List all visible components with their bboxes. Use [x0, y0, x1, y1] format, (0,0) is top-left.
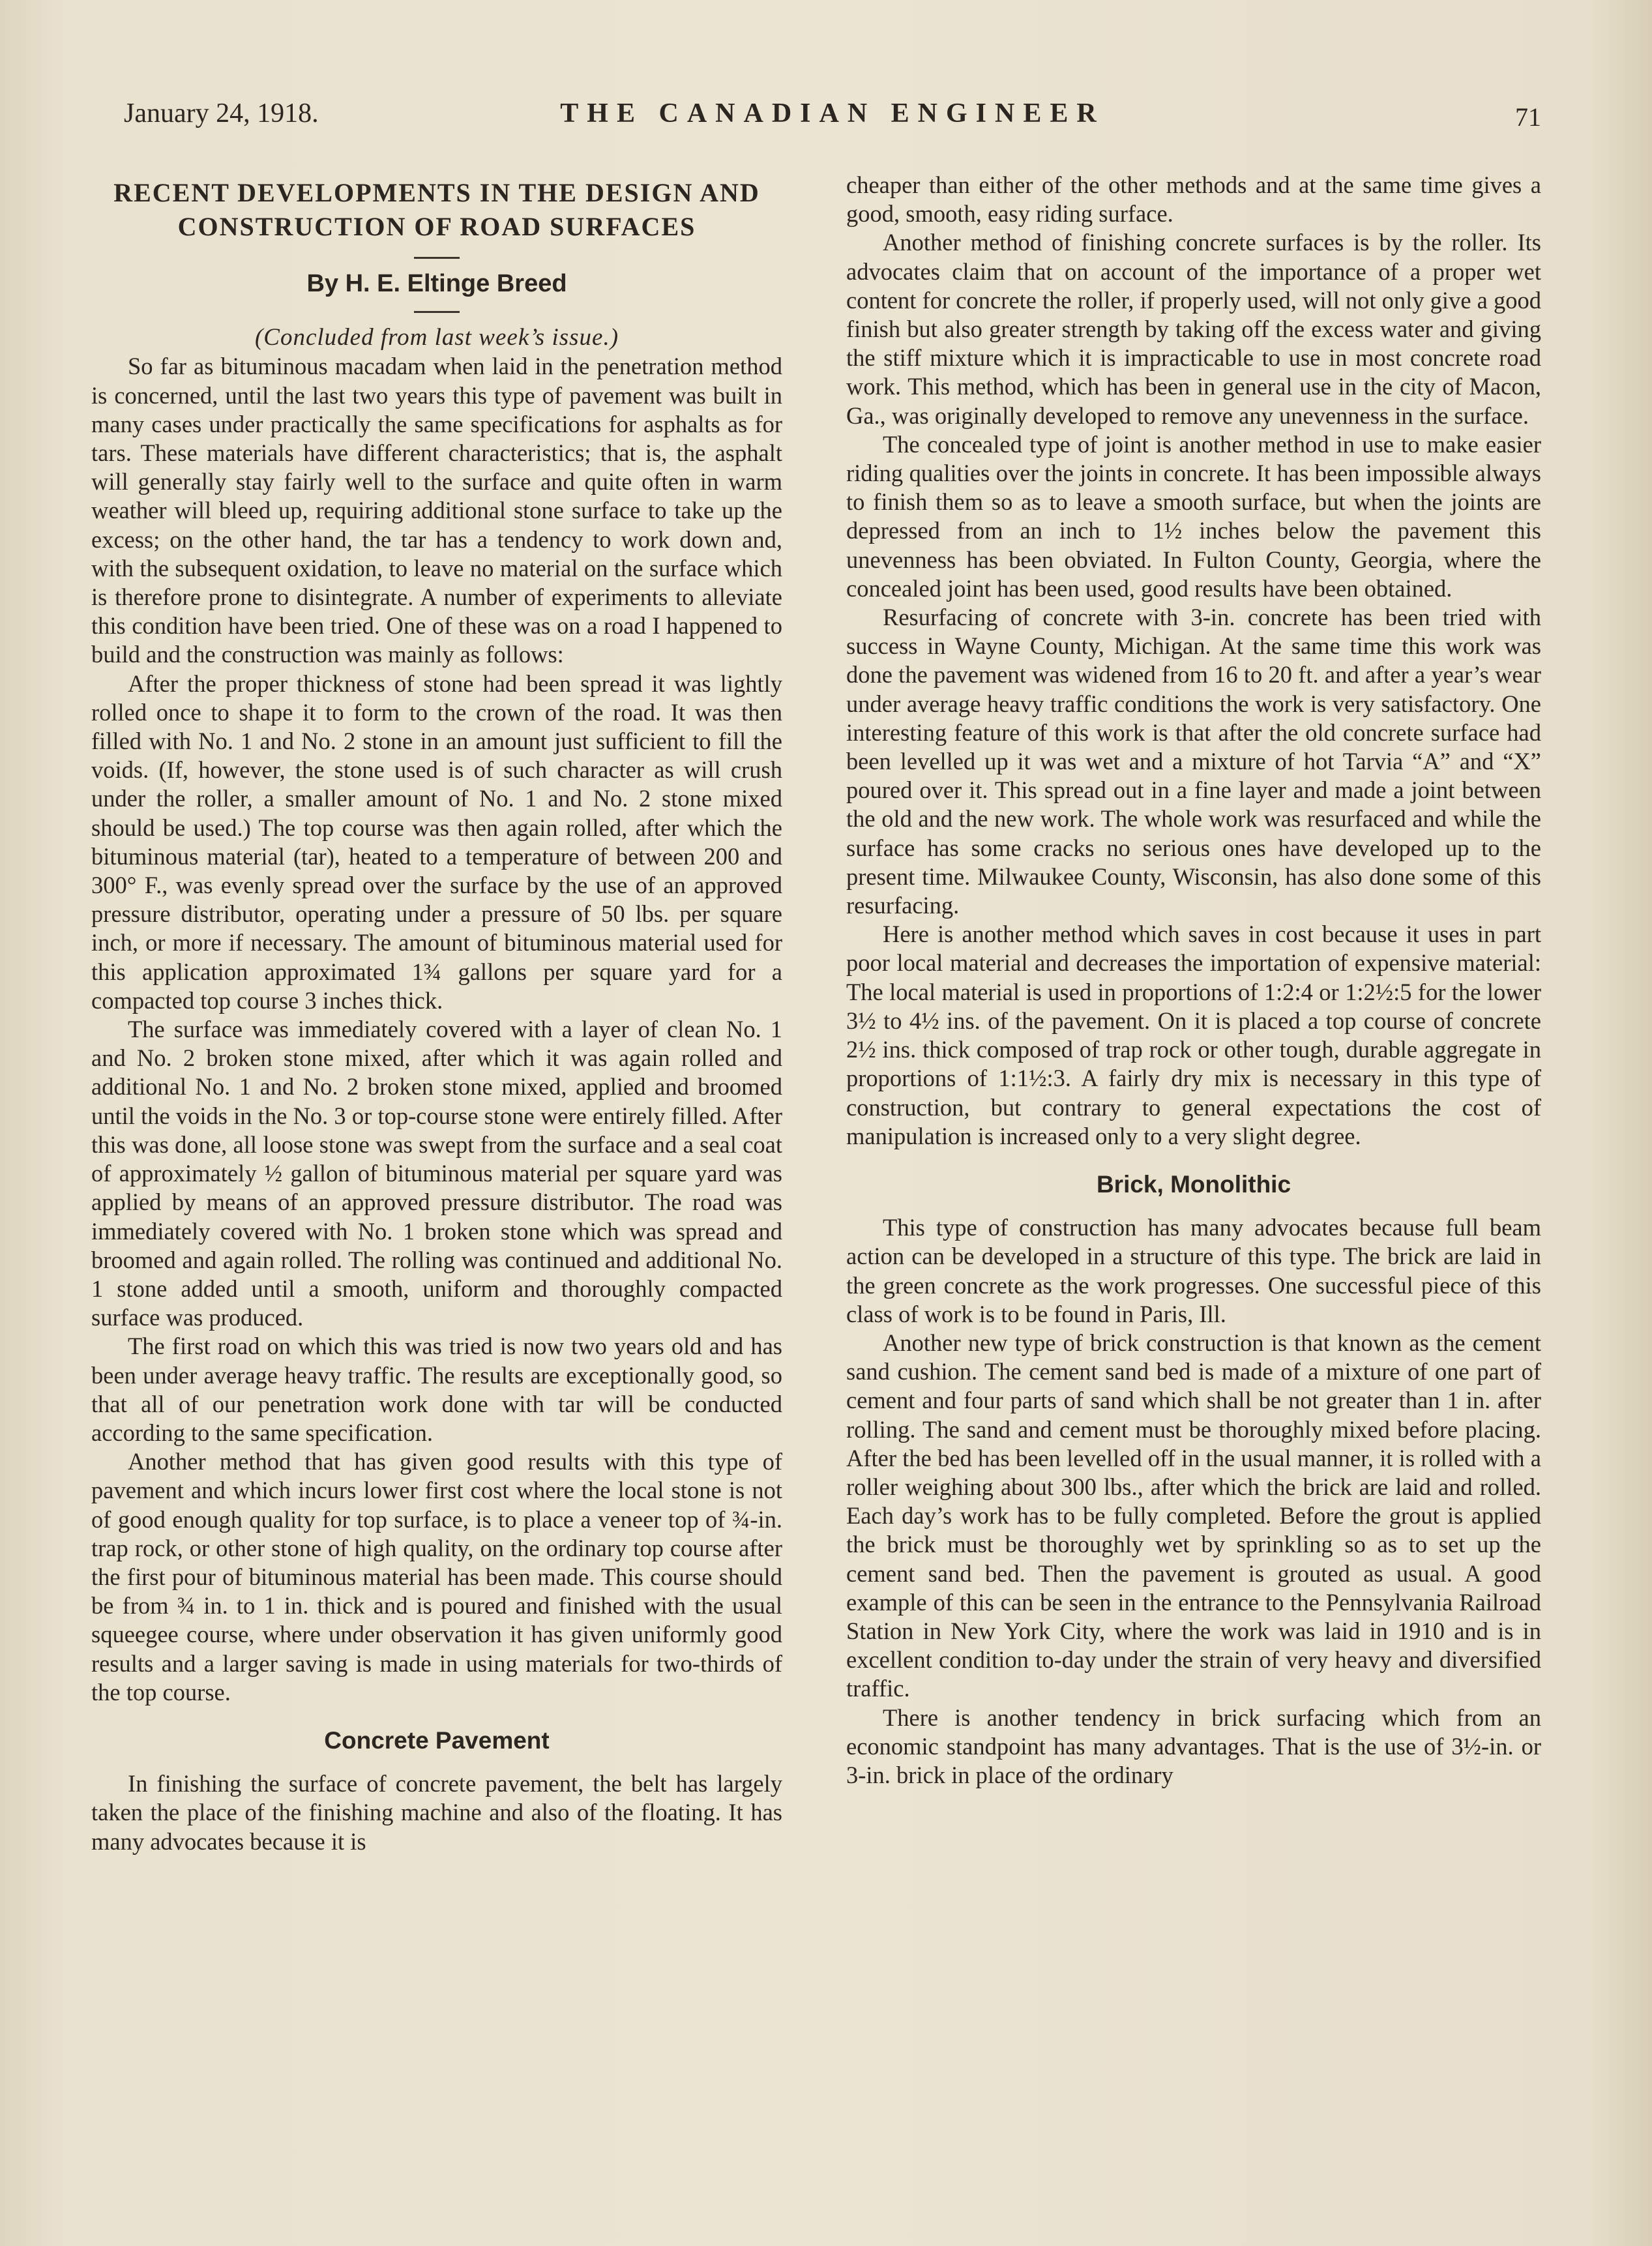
right-column	[846, 171, 1541, 1790]
byline-rule	[414, 311, 460, 313]
page-number: 71	[1515, 102, 1541, 132]
paragraph: Another new type of brick construction is that known as the cement sand cushion. The cement sand bed is made of a mixture of one part of cement and four parts of sand which shall be not greater than 1 in. after rolling. The sand and cement must be thoroughly mixed before placing. After the bed has been levelled off in the usual manner, it is rolled with a roller weighing about 300 lbs., after which the brick are laid and rolled. Each day’s work has to be fully completed. Before the grout is applied the brick must be thoroughly wet by sprinkling so as to set up the cement sand bed. Then the pavement is grouted as usual. A good example of this can be seen in the entrance to the Pennsylvania Railroad Station in New York City, where the work was laid in 1910 and is in excellent condition to-day under the strain of very heavy and diversified traffic.	[846, 1329, 1541, 1702]
paragraph: Another method that has given good results with this type of pavement and which incurs lower first cost where the local stone is not of good enough quality for top surface, is to place a veneer top of ¾-in. trap rock, or other stone of high quality, on the ordinary top course after the first pour of bituminous material has been made. This course should be from ¾ in. to 1 in. thick and is poured and finished with the usual squeegee course, where under observation it has given uniformly good results and a larger saving is made in using materials for two-thirds of the top course.	[91, 1448, 782, 1706]
paragraph: Another method of finishing concrete surfaces is by the roller. Its advocates claim that on account of the importance of a proper wet content for concrete the roller, if properly used, will not only give a good finish but also greater strength by taking off the excess water and giving the stiff mixture which it is impracticable to use in most concrete road work. This method, which has been in general use in the city of Macon, Ga., was originally developed to remove any unevenness in the surface.	[846, 229, 1541, 429]
article-title-line-1: RECENT DEVELOPMENTS IN THE DESIGN AND	[113, 178, 760, 207]
byline: By H. E. Eltinge Breed	[306, 270, 567, 297]
page-header	[124, 98, 1541, 143]
paragraph: This type of construction has many advocates because full beam action can be developed in a structure of this type. The brick are laid in the green concrete as the work progresses. One successful piece of this class of work is to be found in Paris, Ill.	[846, 1214, 1541, 1327]
title-rule	[414, 257, 460, 259]
section-heading-brick: Brick, Monolithic	[1096, 1170, 1291, 1198]
journal-title: THE CANADIAN ENGINEER	[560, 98, 1105, 128]
article-title	[91, 176, 782, 244]
paragraph: The concealed type of joint is another method in use to make easier riding qualities over the joints in concrete. It has been impossible always to finish them so as to leave a smooth surface, but when the joints are depressed from an inch to 1½ inches below the pavement this unevenness has been obviated. In Fulton County, Georgia, where the concealed joint has been used, good results have been obtained.	[846, 430, 1541, 602]
article-title-line-2: CONSTRUCTION OF ROAD SURFACES	[177, 212, 696, 241]
paragraph: After the proper thickness of stone had been spread it was lightly rolled once to shape it to form to the crown of the road. It was then filled with No. 1 and No. 2 stone in an amount just sufficient to fill the voids. (If, however, the stone used is of such character as will crush under the roller, a smaller amount of No. 1 and No. 2 stone mixed should be used.) The top course was then again rolled, after which the bituminous material (tar), heated to a temperature of between 200 and 300° F., was evenly spread over the surface by the use of an approved pressure distributor, operating under a pressure of 50 lbs. per square inch, or more if necessary. The amount of bituminous material used for this application approximated 1¾ gallons per square yard for a compacted top course 3 inches thick.	[91, 670, 782, 1014]
paragraph: The surface was immediately covered with a layer of clean No. 1 and No. 2 broken stone mixed, after which it was again rolled and additional No. 1 and No. 2 broken stone mixed, applied and broomed until the voids in the No. 3 or top-course stone were entirely filled. After this was done, all loose stone was swept from the surface and a seal coat of approximately ½ gallon of bituminous material per square yard was applied by means of an approved pressure distributor. The road was immediately covered with No. 1 broken stone which was spread and broomed and again rolled. The rolling was continued and additional No. 1 stone added until a smooth, uniform and thoroughly compacted surface was produced.	[91, 1016, 782, 1331]
paragraph: The first road on which this was tried is now two years old and has been under average heavy traffic. The results are exceptionally good, so that all of our penetration work done with tar will be conducted according to the same specification.	[91, 1333, 782, 1446]
paragraph: So far as bituminous macadam when laid in the penetration method is concerned, until the last two years this type of pavement was built in many cases under practically the same specifications for asphalts as for tars. These materials have different characteristics; that is, the asphalt will generally stay fairly well to the surface and quite often in warm weather will bleed up, requiring additional stone surface to take up the excess; on the other hand, the tar has a tendency to work down and, with the subsequent oxidation, to leave no material on the surface which is therefore prone to disintegrate. A number of experiments to alleviate this condition have been tried. One of these was on a road I happened to build and the construction was mainly as follows:	[91, 353, 782, 668]
paragraph: Here is another method which saves in cost because it uses in part poor local material and decreases the importation of expensive material: The local material is used in proportions of 1:2:4 or 1:2½:5 for the lower 3½ to 4½ ins. of the pavement. On it is placed a top course of concrete 2½ ins. thick composed of trap rock or other tough, durable aggregate in proportions of 1:1½:3. A fairly dry mix is necessary in this type of construction, but contrary to general expectations the cost of manipulation is increased only to a very slight degree.	[846, 921, 1541, 1149]
paragraph: Resurfacing of concrete with 3-in. concrete has been tried with success in Wayne County, Michigan. At the same time this work was done the pavement was widened from 16 to 20 ft. and after a year’s wear under average heavy traffic conditions the work is very satisfactory. One interesting feature of this work is that after the old concrete surface had been levelled up it was wet and a mixture of hot Tarvia “A” and “X” poured over it. This spread out in a fine layer and made a joint between the old and the new work. The whole work was resurfaced and while the surface has some cracks no serious ones have developed up to the present time. Milwaukee County, Wisconsin, has also done some of this resurfacing.	[846, 604, 1541, 919]
paragraph: In finishing the surface of concrete pavement, the belt has largely taken the place of the finishing machine and also of the floating. It has many advocates because it is	[91, 1770, 782, 1855]
issue-date: January 24, 1918.	[124, 98, 319, 128]
paragraph: cheaper than either of the other methods and at the same time gives a good, smooth, easy riding surface.	[846, 171, 1541, 228]
continuation-note: (Concluded from last week’s issue.)	[254, 324, 619, 351]
section-heading-concrete: Concrete Pavement	[324, 1726, 550, 1754]
left-column	[91, 171, 782, 1856]
paragraph: There is another tendency in brick surfacing which from an economic standpoint has many advantages. That is the use of 3½-in. or 3-in. brick in place of the ordinary	[846, 1704, 1541, 1788]
